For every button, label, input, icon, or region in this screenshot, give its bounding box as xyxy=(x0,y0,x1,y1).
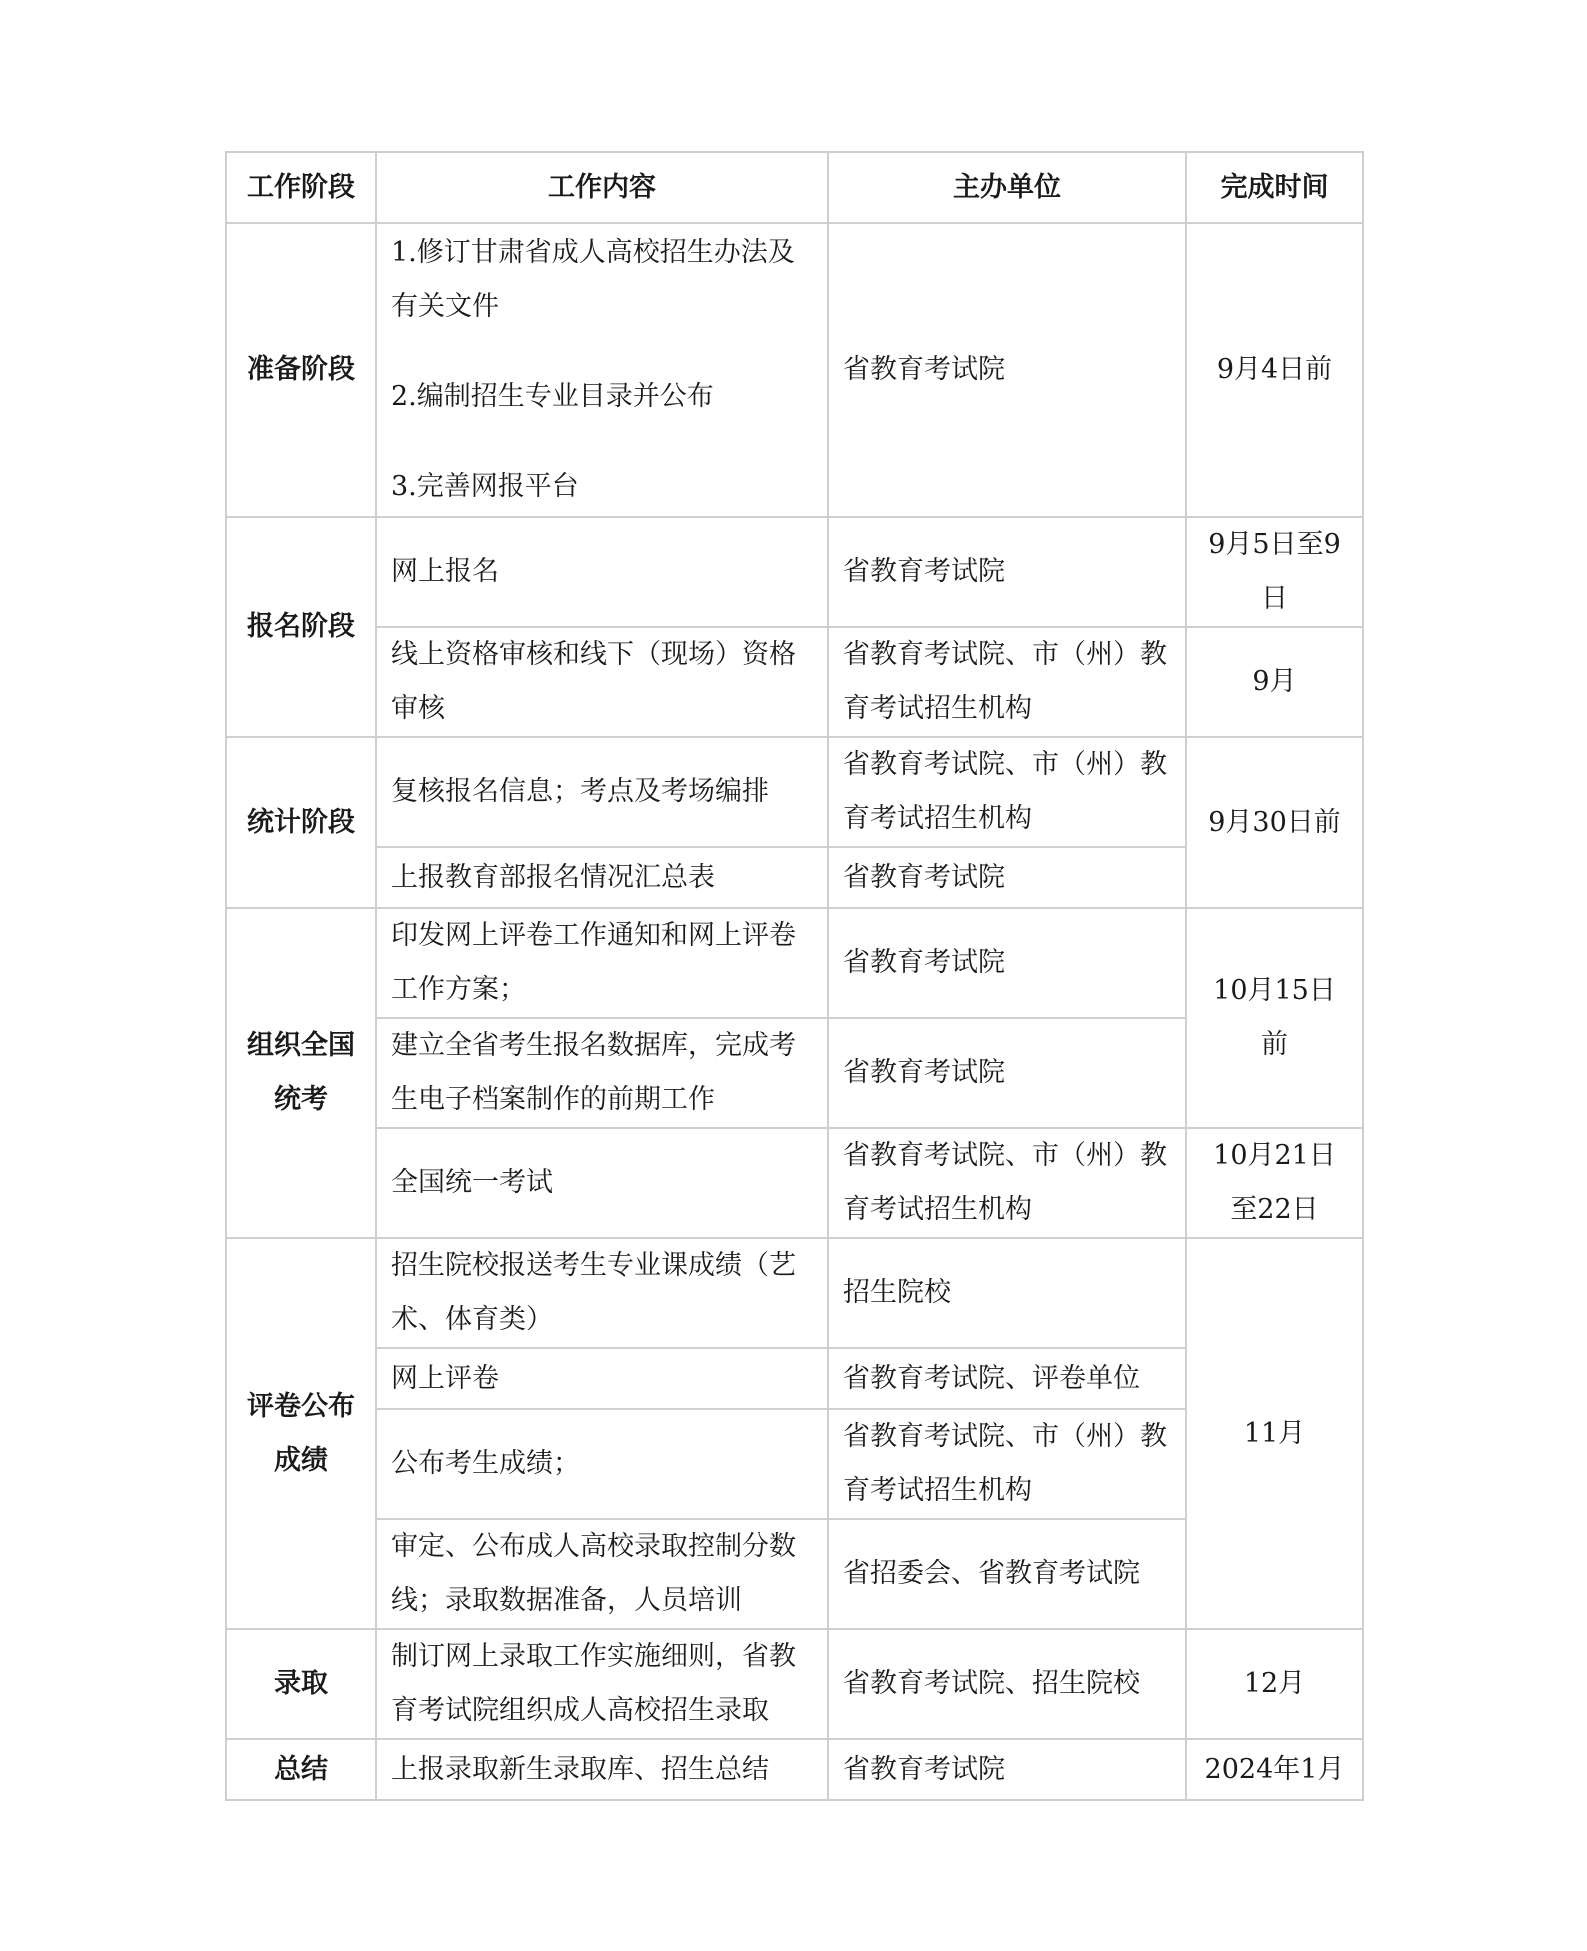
content-cell xyxy=(376,223,828,517)
table-row xyxy=(226,737,1363,847)
time-cell: 9月30日前 xyxy=(1186,737,1363,908)
table-row xyxy=(226,223,1363,517)
unit-cell: 省教育考试院、评卷单位 xyxy=(828,1348,1186,1409)
prep-item-2: 2.编制招生专业目录并公布 xyxy=(391,381,714,412)
unit-cell: 省招委会、省教育考试院 xyxy=(828,1519,1186,1629)
header-unit: 主办单位 xyxy=(828,152,1186,223)
time-cell: 10月15日前 xyxy=(1186,908,1363,1128)
table-row xyxy=(226,1629,1363,1739)
table-row xyxy=(226,1739,1363,1800)
unit-cell: 省教育考试院 xyxy=(828,908,1186,1018)
unit-cell: 省教育考试院、市（州）教育考试招生机构 xyxy=(828,737,1186,847)
content-cell: 上报教育部报名情况汇总表 xyxy=(376,847,828,908)
unit-cell: 省教育考试院 xyxy=(828,223,1186,517)
table-row xyxy=(226,1128,1363,1238)
unit-cell: 省教育考试院 xyxy=(828,847,1186,908)
unit-cell: 省教育考试院、招生院校 xyxy=(828,1629,1186,1739)
time-cell: 9月 xyxy=(1186,627,1363,737)
content-cell: 审定、公布成人高校录取控制分数线；录取数据准备，人员培训 xyxy=(376,1519,828,1629)
time-cell: 9月4日前 xyxy=(1186,223,1363,517)
unit-cell: 省教育考试院、市（州）教育考试招生机构 xyxy=(828,1128,1186,1238)
content-cell: 网上报名 xyxy=(376,517,828,627)
header-time: 完成时间 xyxy=(1186,152,1363,223)
stage-cell: 总结 xyxy=(226,1739,376,1800)
header-stage: 工作阶段 xyxy=(226,152,376,223)
unit-cell: 省教育考试院、市（州）教育考试招生机构 xyxy=(828,1409,1186,1519)
content-cell: 线上资格审核和线下（现场）资格审核 xyxy=(376,627,828,737)
stage-cell: 统计阶段 xyxy=(226,737,376,908)
stage-cell: 准备阶段 xyxy=(226,223,376,517)
stage-cell: 录取 xyxy=(226,1629,376,1739)
content-cell: 全国统一考试 xyxy=(376,1128,828,1238)
unit-cell: 省教育考试院 xyxy=(828,517,1186,627)
stage-cell: 报名阶段 xyxy=(226,517,376,737)
time-cell: 10月21日至22日 xyxy=(1186,1128,1363,1238)
table-row xyxy=(226,1238,1363,1348)
table-header-row xyxy=(226,152,1363,223)
content-cell: 网上评卷 xyxy=(376,1348,828,1409)
prep-item-1: 1.修订甘肃省成人高校招生办法及有关文件 xyxy=(391,237,795,322)
unit-cell: 招生院校 xyxy=(828,1238,1186,1348)
content-cell: 印发网上评卷工作通知和网上评卷工作方案； xyxy=(376,908,828,1018)
content-cell: 制订网上录取工作实施细则，省教育考试院组织成人高校招生录取 xyxy=(376,1629,828,1739)
content-cell: 公布考生成绩； xyxy=(376,1409,828,1519)
table-row xyxy=(226,908,1363,1018)
content-cell: 复核报名信息；考点及考场编排 xyxy=(376,737,828,847)
unit-cell: 省教育考试院、市（州）教育考试招生机构 xyxy=(828,627,1186,737)
header-content: 工作内容 xyxy=(376,152,828,223)
work-schedule-table xyxy=(225,151,1364,1801)
table-row xyxy=(226,627,1363,737)
unit-cell: 省教育考试院 xyxy=(828,1739,1186,1800)
unit-cell: 省教育考试院 xyxy=(828,1018,1186,1128)
content-cell: 建立全省考生报名数据库，完成考生电子档案制作的前期工作 xyxy=(376,1018,828,1128)
table-row xyxy=(226,517,1363,627)
stage-cell: 组织全国统考 xyxy=(226,908,376,1238)
time-cell: 9月5日至9日 xyxy=(1186,517,1363,627)
time-cell: 2024年1月 xyxy=(1186,1739,1363,1800)
content-cell: 招生院校报送考生专业课成绩（艺术、体育类） xyxy=(376,1238,828,1348)
stage-cell: 评卷公布成绩 xyxy=(226,1238,376,1629)
content-cell: 上报录取新生录取库、招生总结 xyxy=(376,1739,828,1800)
prep-item-3: 3.完善网报平台 xyxy=(391,471,579,502)
time-cell: 12月 xyxy=(1186,1629,1363,1739)
time-cell: 11月 xyxy=(1186,1238,1363,1629)
